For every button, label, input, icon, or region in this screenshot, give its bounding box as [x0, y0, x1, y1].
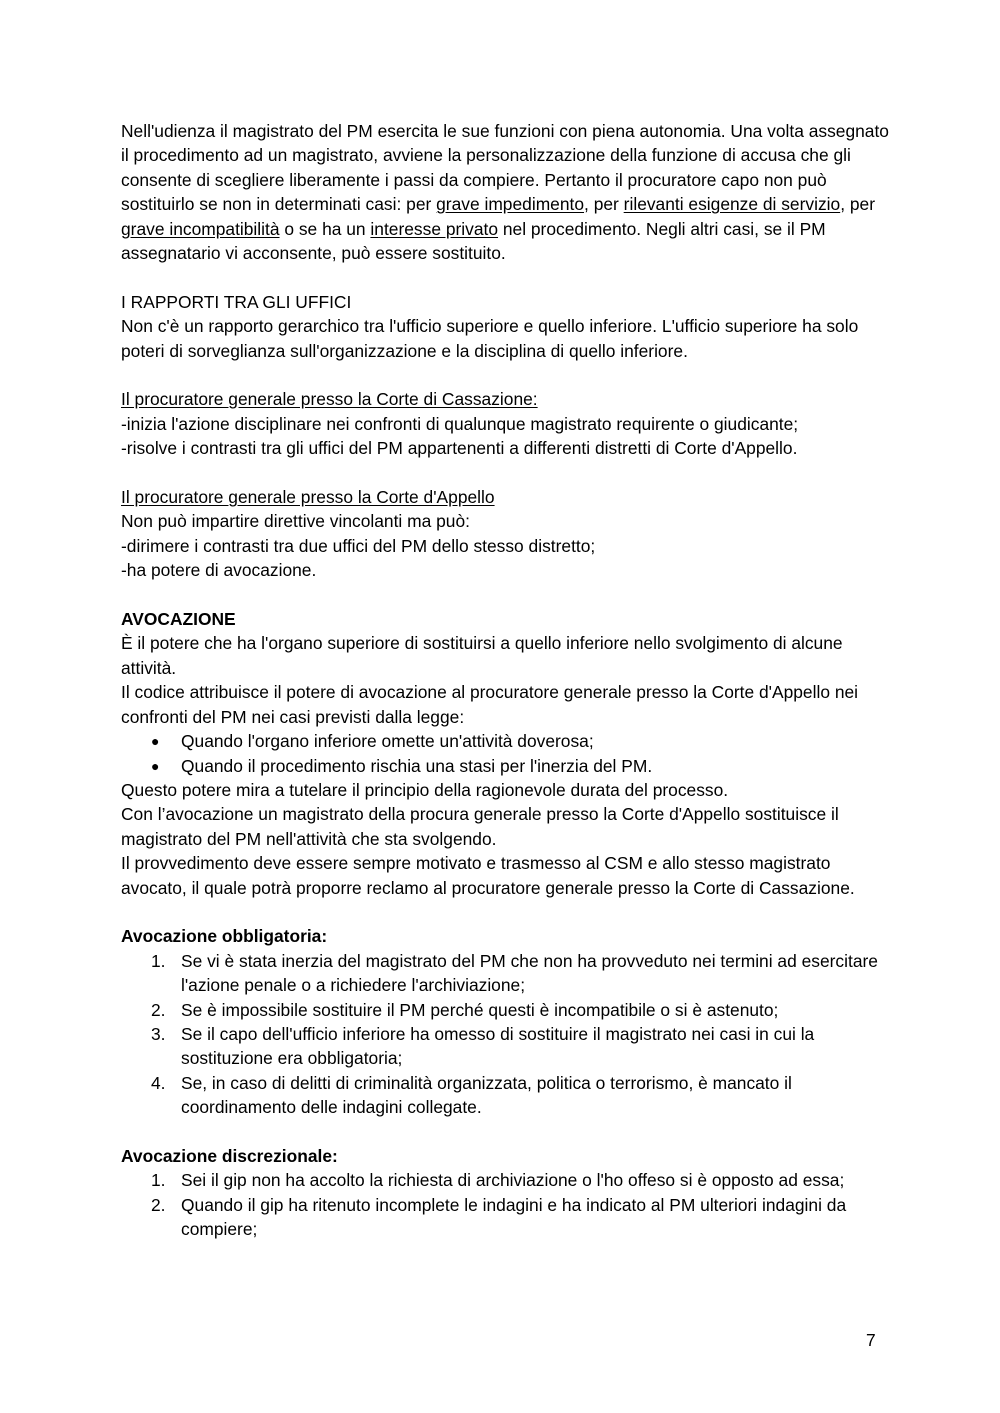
item-text: Quando il gip ha ritenuto incomplete le indagini e ha indicato al PM ulteriori indagini da compiere;: [181, 1194, 847, 1240]
intro-text-5: nel procedimento. Negli altri casi, se il PM assegnatario vi acconsente, può essere sostituito.: [121, 218, 826, 264]
appello-heading-text: Il procuratore generale presso la Corte d'Appello: [121, 487, 495, 508]
item-number: 1.: [151, 1170, 166, 1191]
avocazione-heading: AVOCAZIONE: [121, 609, 236, 630]
underlined-grave-impedimento: grave impedimento: [436, 194, 585, 215]
avocazione-para-4: Con l’avocazione un magistrato della procura generale presso la Corte d'Appello sostituisce il magistrato del PM nell'attività che sta svolgendo.: [121, 804, 839, 849]
numbered-item: [121, 1168, 891, 1192]
intro-text-1: Nell'udienza il magistrato del PM esercita le sue funzioni con piena autonomia. Una volta assegnato il procedimento ad un magistrato, avviene la personalizzazione della funzione di accusa che gli consente di scegliere liberamente i passi da compiere. Pertanto il procuratore capo non può sostituirlo se non in determinati casi: per: [121, 121, 889, 215]
numbered-item: [121, 1193, 891, 1242]
numbered-item: [121, 949, 891, 998]
numbered-item: [121, 1022, 891, 1071]
cassazione-line-1: -inizia l'azione disciplinare nei confronti di qualunque magistrato requirente o giudicante;: [121, 413, 799, 434]
bullet-item: [121, 729, 891, 753]
appello-line-3: -ha potere di avocazione.: [121, 560, 317, 581]
spacer: [121, 583, 891, 607]
cassazione-heading: [121, 387, 891, 411]
appello-heading: [121, 485, 891, 509]
avocazione-para-5: Il provvedimento deve essere sempre motivato e trasmesso al CSM e allo stesso magistrato avocato, il quale potrà proporre reclamo al procuratore generale presso la Corte di Cassazione.: [121, 853, 855, 898]
bullet-icon: ●: [151, 733, 160, 750]
spacer: [121, 900, 891, 924]
item-text: Se il capo dell'ufficio inferiore ha omesso di sostituire il magistrato nei casi in cui la sostituzione era obbligatoria;: [181, 1023, 815, 1069]
bullet-text: Quando il procedimento rischia una stasi per l'inerzia del PM.: [181, 755, 653, 776]
appello-line-2: -dirimere i contrasti tra due uffici del PM dello stesso distretto;: [121, 535, 596, 556]
underlined-interesse-privato: interesse privato: [370, 218, 499, 239]
obbligatoria-heading: Avocazione obbligatoria:: [121, 926, 328, 947]
numbered-item: [121, 1071, 891, 1120]
avocazione-bullet-list: [121, 729, 891, 778]
intro-paragraph: [121, 119, 891, 265]
spacer: [121, 265, 891, 289]
item-number: 2.: [151, 1194, 166, 1215]
numbered-item: [121, 998, 891, 1022]
item-number: 2.: [151, 999, 166, 1020]
cassazione-heading-text: Il procuratore generale presso la Corte di Cassazione:: [121, 389, 538, 410]
rapporti-body: Non c'è un rapporto gerarchico tra l'ufficio superiore e quello inferiore. L'ufficio superiore ha solo poteri di sorveglianza sull'organizzazione e la disciplina di quello inferiore.: [121, 316, 859, 361]
spacer: [121, 1120, 891, 1144]
item-text: Se è impossibile sostituire il PM perché questi è incompatibile o si è astenuto;: [181, 999, 779, 1020]
document-page: [121, 119, 891, 1242]
page-number: 7: [866, 1330, 876, 1350]
spacer: [121, 461, 891, 485]
intro-text-2: , per: [584, 194, 624, 215]
item-text: Se, in caso di delitti di criminalità organizzata, politica o terrorismo, è mancato il coordinamento delle indagini collegate.: [181, 1072, 792, 1118]
item-number: 1.: [151, 950, 166, 971]
item-number: 3.: [151, 1023, 166, 1044]
appello-line-1: Non può impartire direttive vincolanti ma può:: [121, 511, 470, 532]
item-text: Sei il gip non ha accolto la richiesta di archiviazione o l'ho offeso si è opposto ad essa;: [181, 1170, 845, 1191]
avocazione-para-3: Questo potere mira a tutelare il principio della ragionevole durata del processo.: [121, 779, 729, 800]
obbligatoria-list: [121, 949, 891, 1120]
item-number: 4.: [151, 1072, 166, 1093]
intro-text-4: o se ha un: [279, 218, 371, 239]
cassazione-line-2: -risolve i contrasti tra gli uffici del PM appartenenti a differenti distretti di Corte d'Appello.: [121, 438, 798, 459]
item-text: Se vi è stata inerzia del magistrato del PM che non ha provveduto nei termini ad esercitare l'azione penale o a richiedere l'archiviazione;: [181, 950, 878, 996]
bullet-icon: ●: [151, 757, 160, 774]
spacer: [121, 363, 891, 387]
avocazione-para-1: È il potere che ha l'organo superiore di sostituirsi a quello inferiore nello svolgimento di alcune attività.: [121, 633, 843, 678]
discrezionale-heading: Avocazione discrezionale:: [121, 1145, 338, 1166]
underlined-rilevanti-esigenze: rilevanti esigenze di servizio: [623, 194, 841, 215]
intro-text-3: , per: [840, 194, 876, 215]
bullet-item: [121, 754, 891, 778]
avocazione-para-2: Il codice attribuisce il potere di avocazione al procuratore generale presso la Corte d'Appello nei confronti del PM nei casi previsti dalla legge:: [121, 682, 859, 727]
bullet-text: Quando l'organo inferiore omette un'attività doverosa;: [181, 731, 594, 752]
underlined-grave-incompatibilita: grave incompatibilità: [121, 218, 280, 239]
discrezionale-list: [121, 1168, 891, 1241]
rapporti-heading: I RAPPORTI TRA GLI UFFICI: [121, 291, 352, 312]
